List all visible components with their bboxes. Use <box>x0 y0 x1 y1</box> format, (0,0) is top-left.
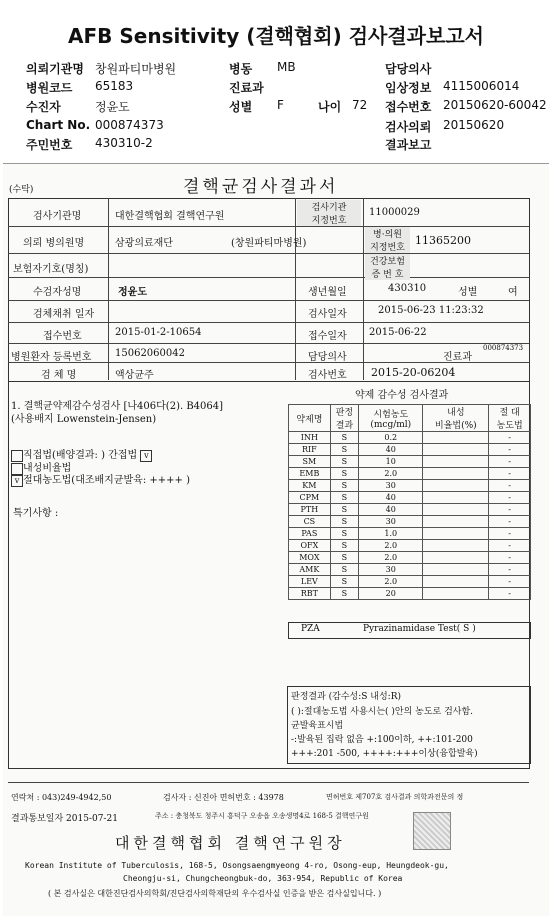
table-cell <box>423 576 489 588</box>
table-cell: - <box>489 480 531 492</box>
table-header: 약제명 <box>289 405 331 432</box>
value: 2015-01-2-10654 <box>115 327 202 338</box>
table-cell: - <box>489 492 531 504</box>
label: 검사일자 <box>308 309 347 320</box>
label: 건강보험 증 번 호 <box>365 254 410 280</box>
value: 여 <box>508 287 518 298</box>
table-header: 판정 결과 <box>330 405 358 432</box>
value: 2015-20-06204 <box>371 366 456 379</box>
table-cell: RIF <box>289 444 331 456</box>
table-row <box>289 444 531 456</box>
table-cell: 10 <box>359 456 423 468</box>
label: 검사기관명 <box>33 211 82 222</box>
hdr-label: 의뢰기관명 <box>26 62 84 76</box>
table-cell: LEV <box>289 576 331 588</box>
label: 의뢰 병의원명 <box>23 238 85 249</box>
table-cell: PTH <box>289 504 331 516</box>
footer-en: Korean Institute of Tuberculosis, 168-5, Osongsaengmyeong 4-ro, Osong-eup, Heungdeok-gu, <box>25 861 449 870</box>
label: 검사기관 지정번호 <box>297 200 361 226</box>
table-cell: S <box>330 432 358 444</box>
table-row <box>289 468 531 480</box>
table-row <box>289 504 531 516</box>
table-cell: CS <box>289 516 331 528</box>
table-cell: OFX <box>289 540 331 552</box>
table-row <box>289 576 531 588</box>
label: 병·의원 지정번호 <box>365 227 410 253</box>
table-cell: - <box>489 432 531 444</box>
label: 성별 <box>458 287 478 298</box>
table-cell <box>423 552 489 564</box>
hdr-value: 20150620-60042 <box>443 98 547 112</box>
table-cell: S <box>330 456 358 468</box>
hdr-value: 65183 <box>95 79 134 93</box>
footer-date: 결과통보일자 2015-07-21 <box>11 814 118 824</box>
table-cell: AMK <box>289 564 331 576</box>
table-cell: 2.0 <box>359 540 423 552</box>
table-cell: S <box>330 444 358 456</box>
table-header: 내성 비율법(%) <box>423 405 489 432</box>
table-cell: INH <box>289 432 331 444</box>
table-cell: - <box>489 444 531 456</box>
table-cell: - <box>489 504 531 516</box>
checkbox: v <box>140 450 152 462</box>
table-cell: S <box>330 588 358 600</box>
table-cell <box>423 588 489 600</box>
table-cell <box>423 528 489 540</box>
table-cell: CPM <box>289 492 331 504</box>
footer-cert: ( 본 검사실은 대한진단검사의학회/진단검사의학재단의 우수검사실 인증을 받은 검사실입니다. ) <box>48 889 382 898</box>
table-row <box>289 456 531 468</box>
table-row <box>289 432 531 444</box>
hdr-label: 진료과 <box>229 81 264 95</box>
hdr-label: 성별 <box>229 100 253 114</box>
test-line: 1. 결핵균약제감수성검사 [나406다(2). B4064] <box>11 401 224 412</box>
table-cell: - <box>489 516 531 528</box>
method-label: 절대농도법(대조배지균발육: ++++ ) <box>23 475 190 486</box>
hdr-value: 창원파티마병원 <box>95 62 177 76</box>
scan-title: 결핵균검사결과서 <box>183 177 339 197</box>
table-row <box>289 528 531 540</box>
footer-license: 면허번호 제707호 검사결과 의학과전문의 정 <box>326 793 464 801</box>
hdr-value: 000874373 <box>95 118 164 132</box>
footer-address: 주소 : 충청북도 청주시 흥덕구 오송읍 오송생명4로 168-5 결핵연구원 <box>155 812 369 820</box>
method-label: 직접법(배양결과: ) 간접법 <box>23 450 138 461</box>
table-cell <box>423 480 489 492</box>
tag-text: (수탁) <box>9 185 34 195</box>
label: 접수번호 <box>43 331 82 342</box>
table-cell: S <box>330 516 358 528</box>
table-cell: RBT <box>289 588 331 600</box>
table-cell: 20 <box>359 588 423 600</box>
label: 담당의사 <box>308 352 347 363</box>
footer-org: 대한결핵협회 결핵연구원장 <box>115 834 346 852</box>
table-cell: - <box>489 588 531 600</box>
table-cell: 40 <box>359 504 423 516</box>
value: 15062060042 <box>115 348 185 359</box>
value: (창원파티마병원) <box>231 238 307 249</box>
table-row <box>289 588 531 600</box>
hdr-label: Chart No. <box>26 118 91 132</box>
table-row <box>289 564 531 576</box>
hdr-label: 나이 <box>318 100 342 114</box>
table-cell: S <box>330 564 358 576</box>
report-title: AFB Sensitivity (결핵협회) 검사결과보고서 <box>68 24 484 48</box>
label: 접수일자 <box>308 331 347 342</box>
hdr-label: 임상정보 <box>385 81 432 95</box>
value: 대한결핵협회 결핵연구원 <box>115 211 225 222</box>
label: 검체채취 일자 <box>33 309 95 320</box>
table-cell: - <box>489 540 531 552</box>
value: 2015-06-22 <box>369 327 427 338</box>
table-cell: - <box>489 564 531 576</box>
hdr-value: MB <box>277 60 296 74</box>
hdr-label: 결과보고 <box>385 138 432 152</box>
hdr-value: 정윤도 <box>95 100 130 114</box>
notes-label: 특기사항 : <box>13 508 59 519</box>
value: 2015-06-23 11:23:32 <box>378 305 484 316</box>
footer-contact: 연락처 : 043)249-4942,50 <box>11 793 112 802</box>
hdr-label: 주민번호 <box>26 138 73 152</box>
table-cell: - <box>489 528 531 540</box>
table-row <box>289 480 531 492</box>
table-cell: - <box>489 552 531 564</box>
table-cell <box>423 540 489 552</box>
table-cell: - <box>489 576 531 588</box>
table-cell <box>423 456 489 468</box>
table-cell: - <box>489 468 531 480</box>
hdr-label: 접수번호 <box>385 100 432 114</box>
table-title: 약제 감수성 검사결과 <box>355 390 449 401</box>
value: 액상균주 <box>115 370 154 381</box>
table-cell <box>423 564 489 576</box>
table-cell: PAS <box>289 528 331 540</box>
hdr-label: 병원코드 <box>26 81 73 95</box>
hdr-label: 병동 <box>229 62 253 76</box>
judge-line: +++:201 -500, ++++:+++이상(융합발육) <box>291 749 478 759</box>
value: 삼광의료재단 <box>115 238 173 249</box>
hdr-value: 430310-2 <box>95 136 153 150</box>
label: 병원환자 등록번호 <box>11 352 92 363</box>
hdr-label: 검사의뢰 <box>385 120 432 134</box>
method-absolute <box>11 471 190 487</box>
seal-stamp <box>413 812 451 850</box>
hdr-label: 수진자 <box>26 100 61 114</box>
table-cell: 2.0 <box>359 552 423 564</box>
table-cell: S <box>330 480 358 492</box>
table-cell: S <box>330 552 358 564</box>
table-cell: 30 <box>359 516 423 528</box>
table-cell: 40 <box>359 492 423 504</box>
hdr-value: 72 <box>352 98 368 112</box>
table-cell <box>423 516 489 528</box>
hdr-label: 담당의사 <box>385 62 432 76</box>
table-cell: 2.0 <box>359 468 423 480</box>
value: 11000029 <box>369 207 420 218</box>
hdr-value: 4115006014 <box>443 79 520 93</box>
table-cell: 1.0 <box>359 528 423 540</box>
susceptibility-table <box>288 404 531 600</box>
table-row <box>289 540 531 552</box>
label: 검 체 명 <box>41 370 77 381</box>
judge-line: -:발육된 집락 없음 +:100이하, ++:101-200 <box>291 735 473 745</box>
table-cell: S <box>330 504 358 516</box>
table-cell <box>423 492 489 504</box>
judge-line: ( ):절대농도법 사용시는( )안의 농도로 검사함. <box>291 707 474 717</box>
table-cell: 2.0 <box>359 576 423 588</box>
table-cell <box>423 468 489 480</box>
checkbox: v <box>11 475 23 487</box>
label: 검사번호 <box>308 370 347 381</box>
table-cell: S <box>330 528 358 540</box>
table-cell: SM <box>289 456 331 468</box>
table-cell: S <box>330 468 358 480</box>
hdr-value: 20150620 <box>443 118 505 132</box>
pza-result: Pyrazinamidase Test( S ) <box>363 624 476 634</box>
label: 수검자성명 <box>33 287 82 298</box>
table-cell: 0.2 <box>359 432 423 444</box>
footer-en: Cheongju-si, Chungcheongbuk-do, 363-954, Republic of Korea <box>123 874 403 883</box>
table-cell: 30 <box>359 480 423 492</box>
table-cell: S <box>330 576 358 588</box>
table-cell: S <box>330 540 358 552</box>
table-cell <box>423 504 489 516</box>
table-cell: S <box>330 492 358 504</box>
table-row <box>289 552 531 564</box>
judge-line: 균발육표시법 <box>291 721 344 731</box>
label: 보험자기호(명칭) <box>13 264 89 275</box>
table-cell: KM <box>289 480 331 492</box>
table-header: 절 대 농도법 <box>489 405 531 432</box>
table-cell <box>423 432 489 444</box>
label: 진료과 <box>443 352 472 363</box>
value: 11365200 <box>415 234 471 247</box>
table-cell: MOX <box>289 552 331 564</box>
table-header: 시험농도 (mcg/ml) <box>359 405 423 432</box>
value: 000874373 <box>483 344 524 352</box>
table-cell <box>423 444 489 456</box>
scanned-report <box>3 163 549 916</box>
hdr-value: F <box>277 98 284 112</box>
label: 생년월일 <box>308 287 347 298</box>
table-row <box>289 492 531 504</box>
media-line: (사용배지 Lowenstein-Jensen) <box>11 414 157 425</box>
value: 430310 <box>388 283 427 294</box>
footer-tester: 검사자 : 신진아 면허번호 : 43978 <box>163 793 284 802</box>
table-row <box>289 516 531 528</box>
method-label: 내성비율법 <box>23 463 72 474</box>
table-cell: 30 <box>359 564 423 576</box>
value: 정윤도 <box>118 287 147 298</box>
pza-label: PZA <box>301 624 320 634</box>
table-cell: EMB <box>289 468 331 480</box>
judge-line: 판정결과 (감수성:S 내성:R) <box>291 692 401 702</box>
table-cell: - <box>489 456 531 468</box>
table-cell: 40 <box>359 444 423 456</box>
